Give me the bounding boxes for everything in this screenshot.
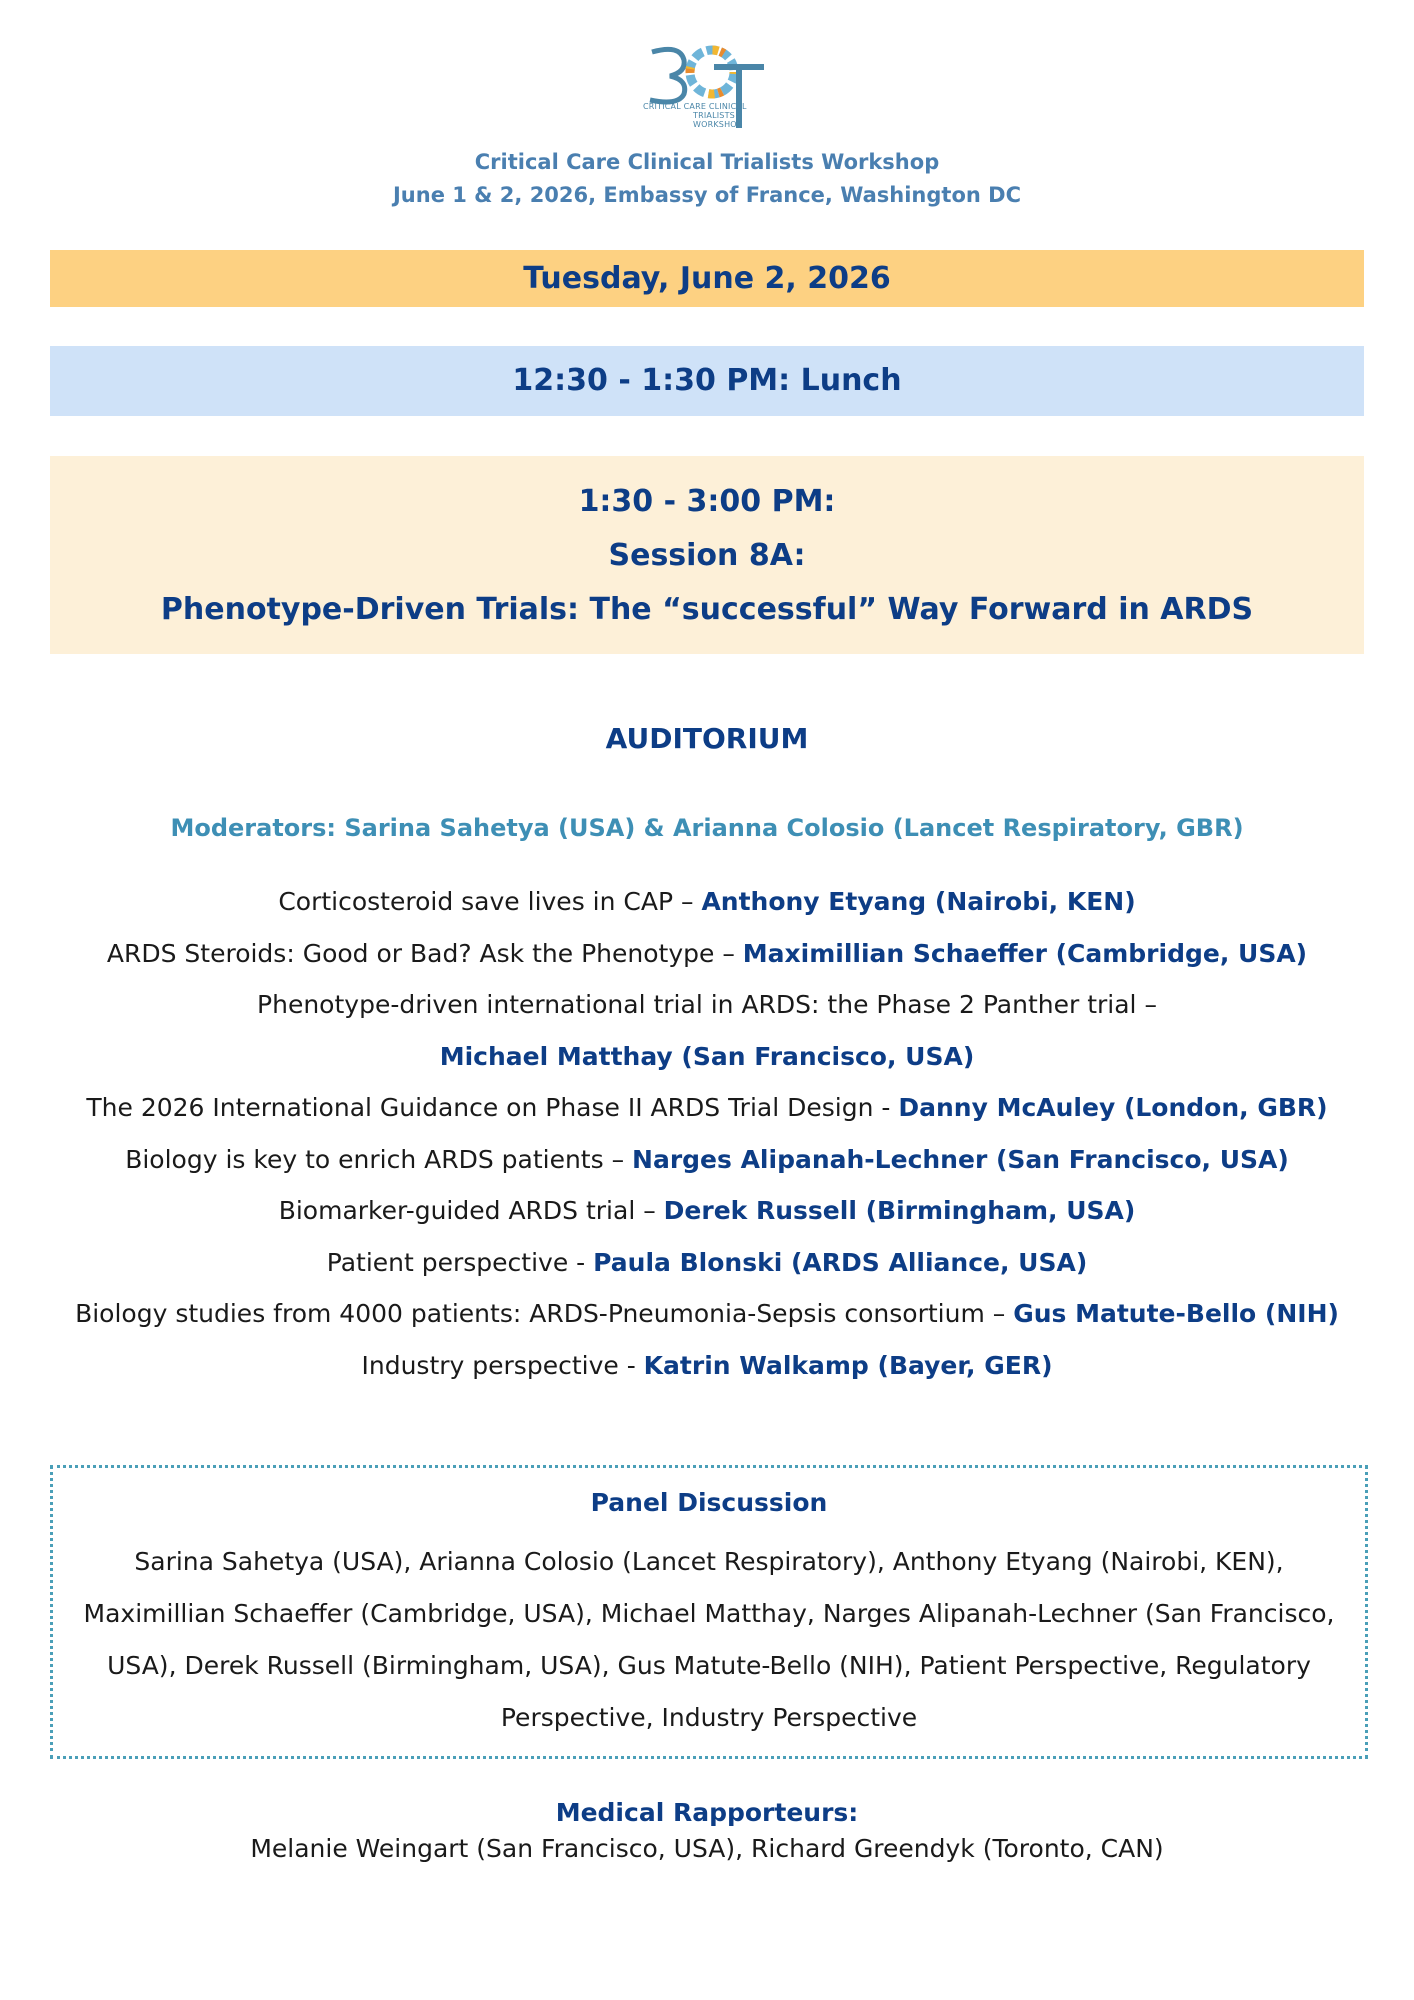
talk-title: Biomarker-guided ARDS trial – bbox=[278, 1196, 664, 1225]
workshop-subtitle: June 1 & 2, 2026, Embassy of France, Washington DC bbox=[392, 183, 1021, 207]
talk-title: Phenotype-driven international trial in ARDS: the Phase 2 Panther trial – bbox=[257, 990, 1157, 1019]
talk-title: ARDS Steroids: Good or Bad? Ask the Phenotype – bbox=[106, 938, 743, 968]
talk-title: The 2026 International Guidance on Phase II ARDS Trial Design - bbox=[86, 1093, 899, 1122]
talk-item bbox=[20, 928, 1394, 980]
talk-item bbox=[20, 1134, 1394, 1186]
session-time: 1:30 - 3:00 PM: bbox=[578, 484, 836, 519]
talk-item bbox=[20, 1288, 1394, 1340]
lunch-banner: 12:30 - 1:30 PM: Lunch bbox=[50, 346, 1364, 416]
talk-title: Biology is key to enrich ARDS patients – bbox=[125, 1144, 633, 1174]
talk-title: Biology studies from 4000 patients: ARDS-Pneumonia-Sepsis consortium – bbox=[75, 1299, 1014, 1328]
talk-item bbox=[20, 1031, 1394, 1083]
rapporteurs-names: Melanie Weingart (San Francisco, USA), Richard Greendyk (Toronto, CAN) bbox=[250, 1834, 1164, 1863]
panel-title: Panel Discussion bbox=[590, 1488, 828, 1517]
talk-item bbox=[20, 1082, 1394, 1134]
moderators-line: Moderators: Sarina Sahetya (USA) & Arianna Colosio (Lancet Respiratory, GBR) bbox=[170, 814, 1244, 842]
talk-speaker: Gus Matute-Bello (NIH) bbox=[1013, 1299, 1339, 1328]
rapporteurs-title: Medical Rapporteurs: bbox=[555, 1798, 859, 1827]
logo-caption-line: TRIALISTS bbox=[693, 111, 735, 120]
talk-item bbox=[20, 979, 1394, 1031]
talk-item bbox=[20, 1340, 1394, 1392]
talk-title: Corticosteroid save lives in CAP – bbox=[278, 887, 702, 916]
logo-caption bbox=[643, 102, 783, 129]
logo-circle-shape bbox=[690, 50, 734, 94]
talk-speaker: Derek Russell (Birmingham, USA) bbox=[663, 1196, 1136, 1225]
logo-caption-line: WORKSHOP bbox=[693, 120, 742, 129]
session-banner bbox=[50, 456, 1364, 654]
talk-item bbox=[20, 1237, 1394, 1289]
session-title: Phenotype-Driven Trials: The “successful” Way Forward in ARDS bbox=[160, 592, 1254, 627]
workshop-title: Critical Care Clinical Trialists Workshop bbox=[474, 150, 940, 174]
logo-three-shape bbox=[650, 49, 685, 102]
logo-caption-line: CRITICAL CARE CLINICAL bbox=[643, 102, 747, 111]
talk-list bbox=[20, 876, 1394, 1391]
talk-speaker: Katrin Walkamp (Bayer, GER) bbox=[643, 1350, 1053, 1380]
talk-speaker: Danny McAuley (London, GBR) bbox=[898, 1093, 1328, 1122]
panel-participants: Sarina Sahetya (USA), Arianna Colosio (Lancet Respiratory), Anthony Etyang (Nairobi, KEN), Maximillian Schaeffer (Cambridge, USA), Michael Matthay, Narges Alipanah-Lechner (San Francisco, USA), Derek Russell (Birmingham, USA), Gus Matute-Bello (NIH), Patient Perspective, Regulatory Perspective, Industry Perspective bbox=[83, 1547, 1335, 1732]
talk-speaker: Narges Alipanah-Lechner (San Francisco, USA) bbox=[632, 1144, 1289, 1174]
talk-item bbox=[20, 876, 1394, 928]
talk-title: Patient perspective - bbox=[326, 1247, 594, 1277]
talk-speaker: Maximillian Schaeffer (Cambridge, USA) bbox=[742, 938, 1308, 968]
panel-discussion-box bbox=[50, 1465, 1368, 1759]
talk-title: Industry perspective - bbox=[361, 1350, 644, 1380]
day-banner: Tuesday, June 2, 2026 bbox=[50, 250, 1364, 307]
talk-item bbox=[20, 1185, 1394, 1237]
talk-speaker: Anthony Etyang (Nairobi, KEN) bbox=[701, 887, 1136, 916]
room-heading: AUDITORIUM bbox=[605, 722, 809, 755]
talk-speaker: Paula Blonski (ARDS Alliance, USA) bbox=[593, 1247, 1088, 1277]
talk-speaker: Michael Matthay (San Francisco, USA) bbox=[439, 1041, 975, 1071]
session-name: Session 8A: bbox=[608, 538, 806, 573]
